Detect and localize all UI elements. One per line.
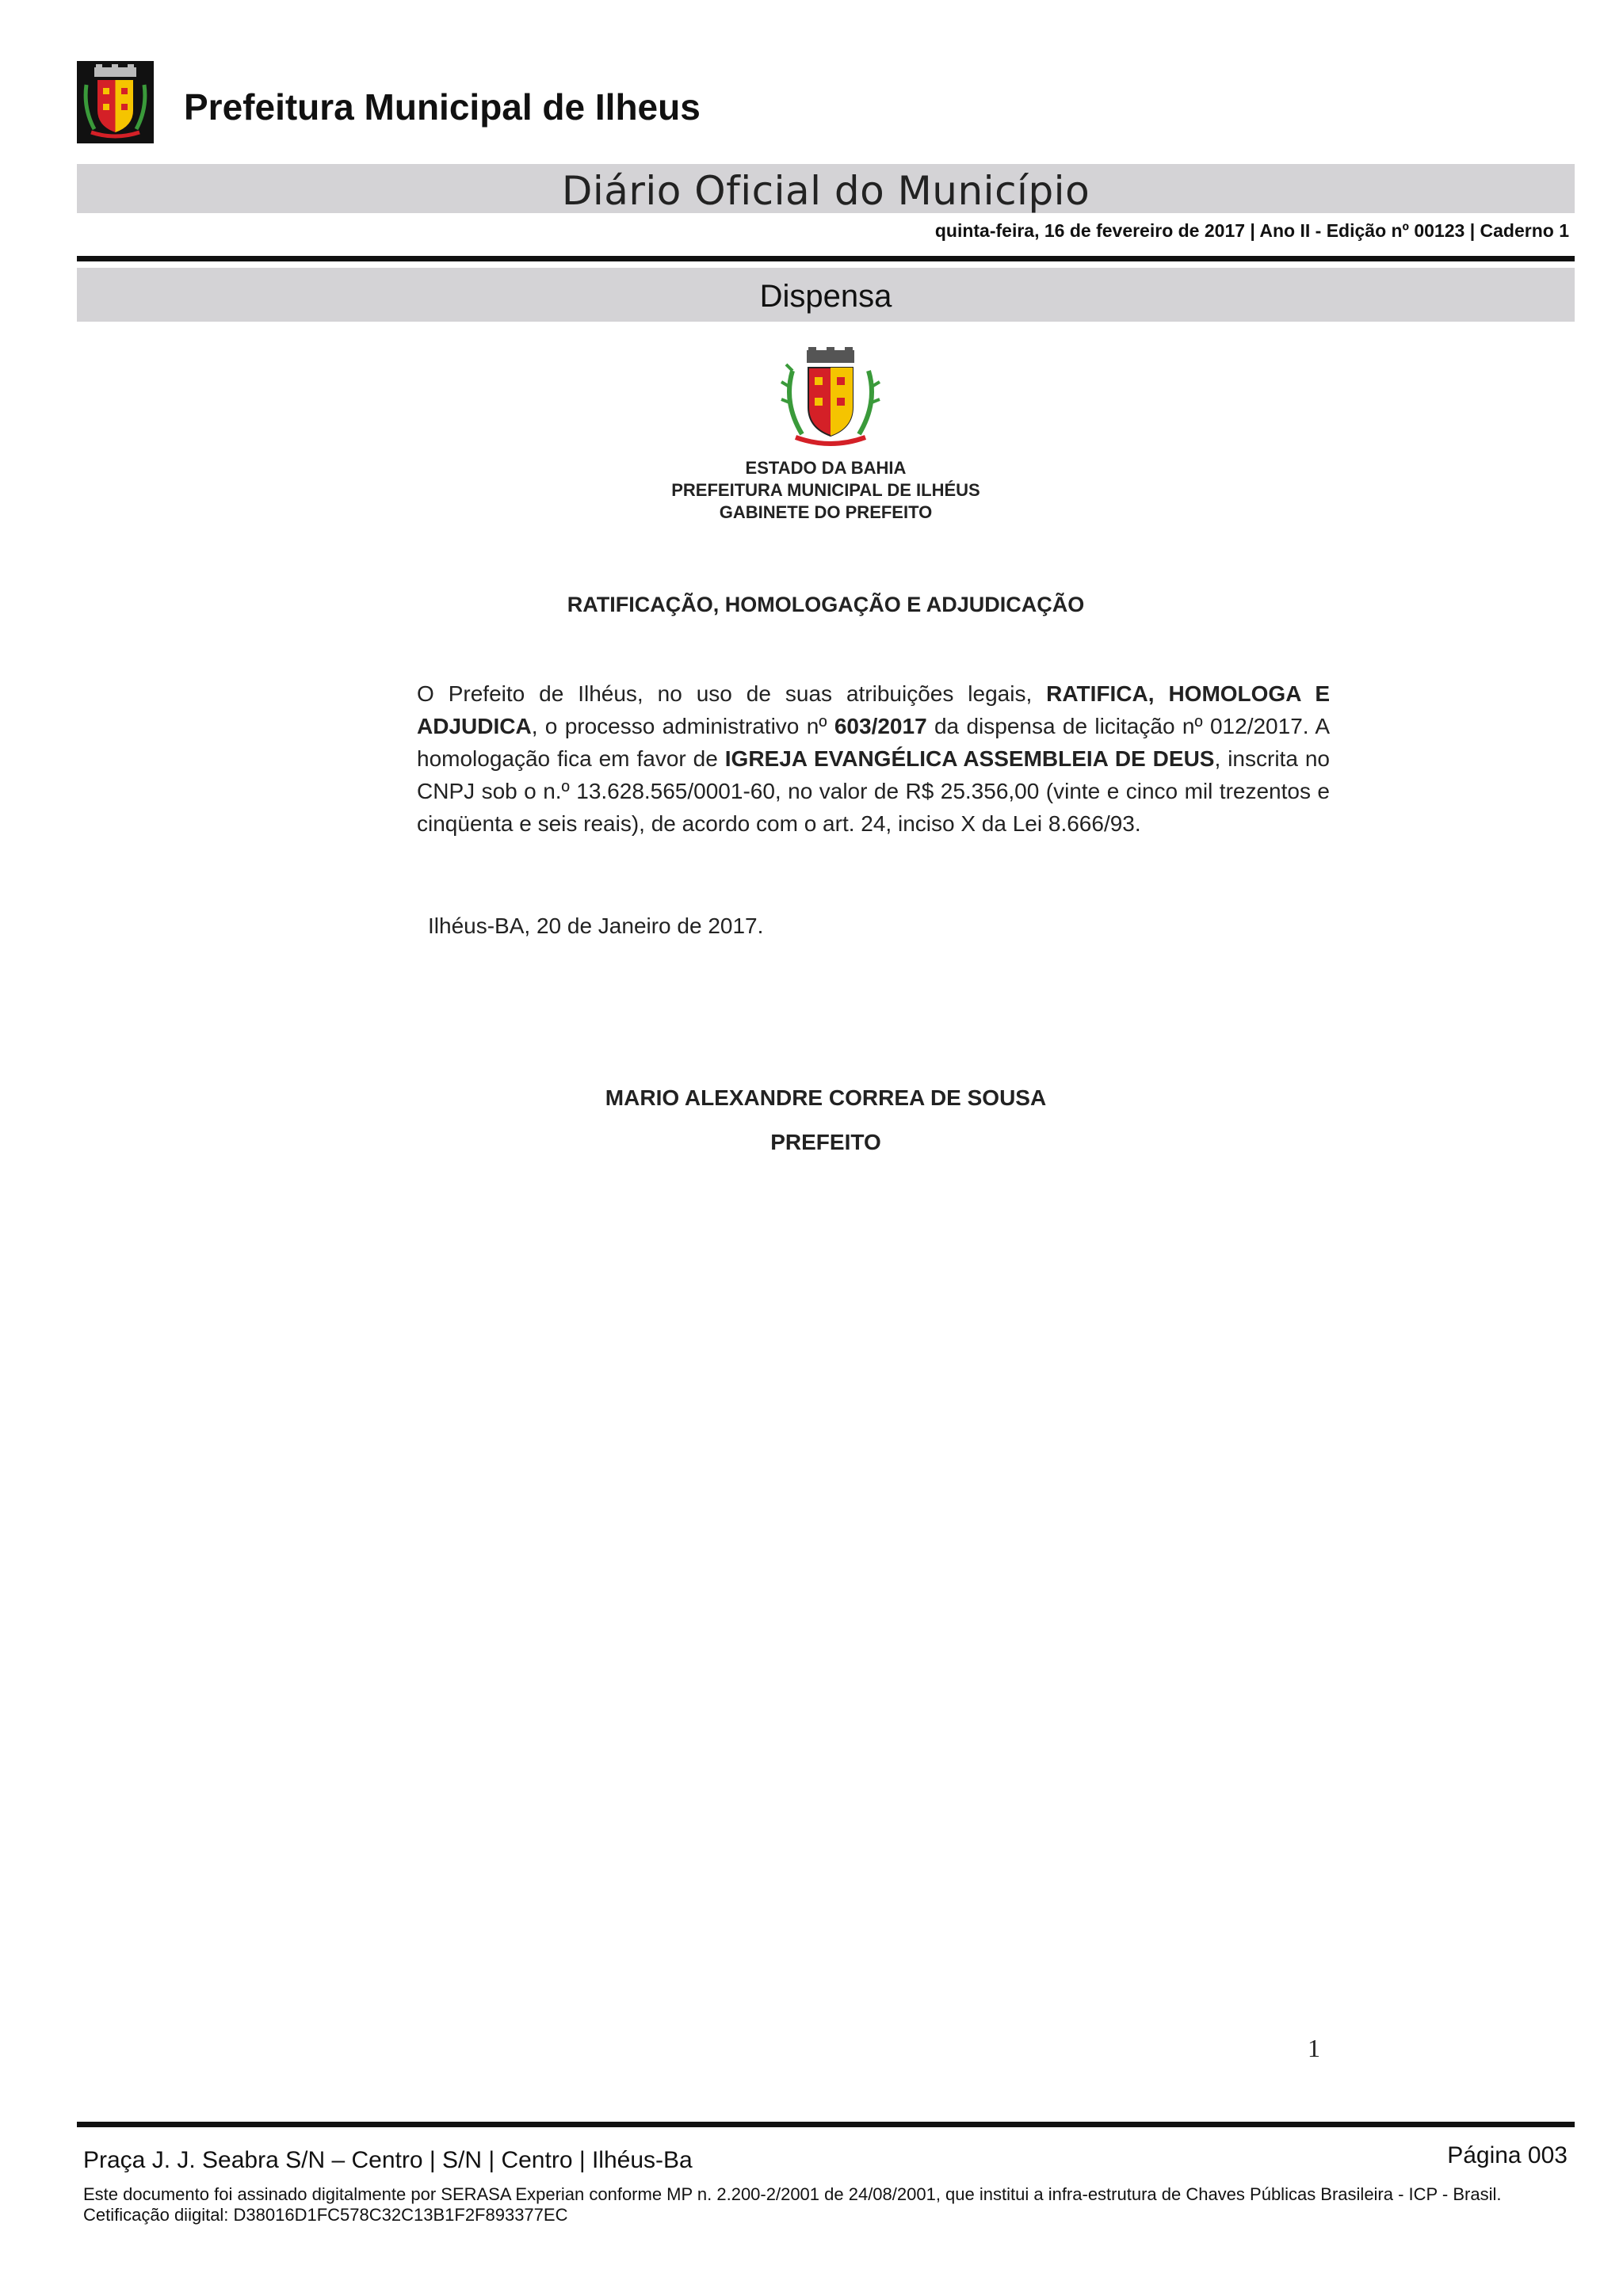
section-title: Dispensa — [759, 279, 892, 314]
body-part-3: , o processo administrativo nº — [531, 714, 834, 738]
body-part-1: O Prefeito de Ilhéus, no uso de suas atribuições legais, — [417, 681, 1047, 706]
footer-divider — [77, 2122, 1575, 2127]
footer-certification: Este documento foi assinado digitalmente por SERASA Experian conforme MP n. 2.200-2/2001 de 24/08/2001, que institui a infra-estrutura de Chaves Públicas Brasileira - ICP - Brasil. Cetificação diigital: D38016D1FC578C32C13B1F2F893377EC — [83, 2184, 1502, 2225]
footer-page-number: Página 003 — [1447, 2142, 1568, 2168]
signer-role: PREFEITO — [770, 1130, 881, 1154]
gov-state: ESTADO DA BAHIA — [745, 458, 907, 478]
page-title: Prefeitura Municipal de Ilheus — [184, 86, 701, 128]
gov-prefeitura: PREFEITURA MUNICIPAL DE ILHÉUS — [671, 480, 980, 500]
date-line: Ilhéus-BA, 20 de Janeiro de 2017. — [428, 913, 764, 938]
diario-title: Diário Oficial do Município — [561, 168, 1090, 214]
coat-of-arms-icon — [775, 347, 886, 452]
footer-address: Praça J. J. Seabra S/N – Centro | S/N | Centro | Ilhéus-Ba — [83, 2147, 693, 2173]
act-body — [417, 677, 1330, 840]
body-part-2: RATIFICA, HOMOLOGA E ADJUDICA — [417, 681, 1330, 738]
signer-name: MARIO ALEXANDRE CORREA DE SOUSA — [605, 1085, 1047, 1110]
gov-gabinete: GABINETE DO PREFEITO — [719, 502, 933, 522]
body-part-7: , inscrita no CNPJ sob o n.º 13.628.565/0001-60, no valor de R$ 25.356,00 (vinte e cinco mil trezentos e cinqüenta e seis reais), de acordo com o art. 24, inciso X da Lei 8.666/93. — [417, 746, 1330, 836]
header-logo-icon — [77, 61, 154, 143]
inner-page-number: 1 — [1308, 2034, 1320, 2062]
edition-line: quinta-feira, 16 de fevereiro de 2017 | Ano II - Edição nº 00123 | Caderno 1 — [934, 220, 1569, 241]
body-part-6: IGREJA EVANGÉLICA ASSEMBLEIA DE DEUS — [724, 746, 1215, 771]
header-divider — [77, 256, 1575, 261]
act-title: RATIFICAÇÃO, HOMOLOGAÇÃO E ADJUDICAÇÃO — [567, 593, 1085, 616]
body-part-4: 603/2017 — [834, 714, 927, 738]
body-part-5: da dispensa de licitação nº 012/2017. A homologação fica em favor de — [417, 714, 1331, 771]
